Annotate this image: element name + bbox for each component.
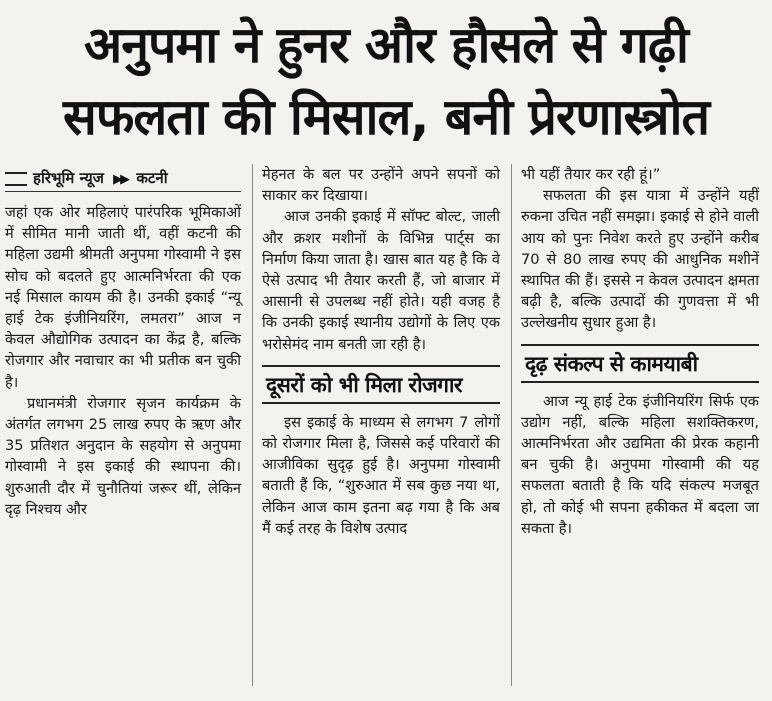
paragraph: मेहनत के बल पर उन्होंने अपने सपनों को साकार कर दिखाया। [262,166,500,205]
byline-rule [5,191,241,192]
headline-line-2: सफलता की मिसाल, बनी प्रेरणास्त्रोत [63,88,709,146]
byline-arrow-icon: ▶▶ [113,172,128,187]
column-divider [252,164,253,686]
byline [5,166,241,192]
headline-line-1: अनुपमा ने हुनर और हौसले से गढ़ी [84,16,688,74]
paragraph: आज न्यू हाई टेक इंजीनियरिंग सिर्फ एक उद्योग नहीं, बल्कि महिला सशक्तिकरण, आत्मनिर्भरता और उद्यमिता की प्रेरक कहानी बन चुकी है। अनुपमा गोस्वामी की यह सफलता बताती है कि यदि संकल्प मजबूत हो, तो कोई भी सपना हकीकत में बदला जा सकता है। [521,392,759,537]
subheading: दूसरों को भी मिला रोजगार [262,365,500,404]
article-column-3 [521,164,759,539]
byline-source: हरिभूमि न्यूज [33,169,104,187]
paragraph: सफलता की इस यात्रा में उन्होंने यहीं रुकना उचित नहीं समझा। इकाई से होने वाली आय को पुनः निवेश करते हुए उन्होंने करीब 70 से 80 लाख रुपए की आधुनिक मशीनें स्थापित की हैं। इससे न केवल उत्पादन क्षमता बढ़ी है, बल्कि उत्पादों की गुणवत्ता में भी उल्लेखनीय सुधार हुआ है। [521,187,759,332]
paragraph: प्रधानमंत्री रोजगार सृजन कार्यक्रम के अंतर्गत लगभग 25 लाख रुपए के ऋण और 35 प्रतिशत अनुदान के सहयोग से अनुपमा गोस्वामी ने इस इकाई की स्थापना की। शुरुआती दौर में चुनौतियां जरूर थीं, लेकिन दृढ़ निश्चय और [5,394,241,518]
paragraph: इस इकाई के माध्यम से लगभग 7 लोगों को रोजगार मिला है, जिससे कई परिवारों की आजीविका सुदृढ़ हुई है। अनुपमा गोस्वामी बताती हैं कि, “शुरुआत में सब कुछ नया था, लेकिन आज काम इतना बढ़ गया है कि अब मैं कई तरह के विशेष उत्पाद [262,413,500,537]
column-divider [511,164,512,686]
article-column-2 [262,164,500,539]
subheading: दृढ़ संकल्प से कामयाबी [521,344,759,383]
paragraph: जहां एक ओर महिलाएं पारंपरिक भूमिकाओं में सीमित मानी जाती थीं, वहीं कटनी की महिला उद्यमी श्रीमती अनुपमा गोस्वामी ने इस सोच को बदलते हुए आत्मनिर्भरता की एक नई मिसाल कायम की है। उनकी इकाई “न्यू हाई टेक इंजीनियरिंग, लमतरा” आज न केवल औद्योगिक उत्पादन का केंद्र है, बल्कि रोजगार और नवाचार का भी प्रतीक बन चुकी है। [5,204,241,391]
paragraph: आज उनकी इकाई में सॉफ्ट बोल्ट, जाली और क्रशर मशीनों के विभिन्न पार्ट्स का निर्माण किया जाता है। खास बात यह है कि वे ऐसे उत्पाद भी तैयार करती हैं, जो बाजार में आसानी से उपलब्ध नहीं होते। यही वजह है कि उनकी इकाई स्थानीय उद्योगों के लिए एक भरोसेमंद नाम बनती जा रही है। [262,208,500,353]
byline-place: कटनी [136,169,168,187]
paragraph: भी यहीं तैयार कर रही हूं।” [521,166,661,183]
article-column-1 [5,166,241,520]
byline-bar [5,172,27,186]
